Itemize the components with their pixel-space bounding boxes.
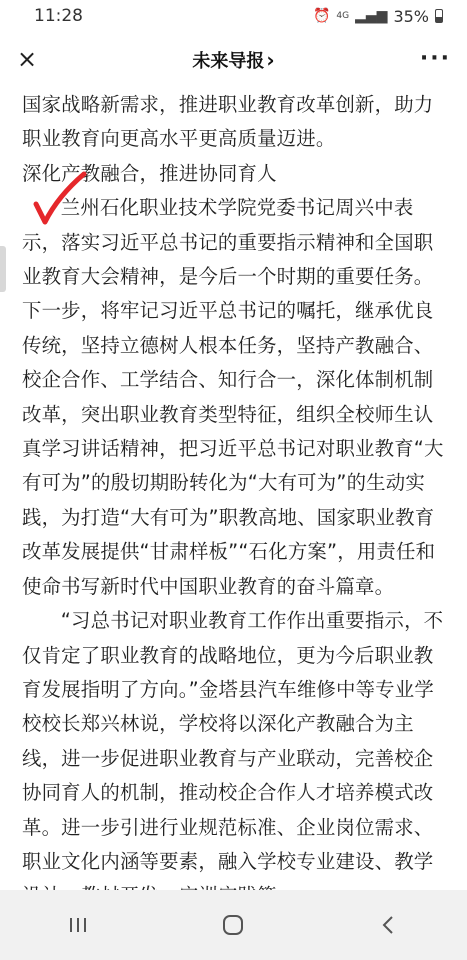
status-bar (0, 0, 467, 32)
recent-apps-button[interactable] (48, 900, 108, 950)
nav-bar (0, 32, 467, 88)
page-title: 未来导报 (192, 51, 265, 72)
chevron-right-icon: › (266, 48, 275, 72)
status-icons (313, 7, 443, 26)
status-time: 11:28 (34, 6, 83, 26)
home-button[interactable] (203, 900, 263, 950)
network-icon: 4G (336, 11, 350, 21)
alarm-icon: ⏰ (312, 8, 331, 24)
edge-panel-handle[interactable] (0, 246, 6, 292)
system-navigation-bar (0, 890, 467, 960)
recent-apps-icon (67, 914, 89, 936)
battery-percent: 35% (393, 6, 429, 26)
article-paragraph: “习总书记对职业教育工作作出重要指示，不仅肯定了职业教育的战略地位，更为今后职业教育发展指明了方向。”金塔县汽车维修中等专业学校校长郑兴林说，学校将以深化产教融合为主线，进一步促进职业教育与产业联动，完善校企协同育人的机制，推动校企合作人才培养模式改革。进一步引进行业规范标准、企业岗位需求、职业文化内涵等要素，融入学校专业建设、教学 (22, 609, 444, 873)
more-options-button[interactable] (420, 46, 451, 71)
back-button[interactable] (359, 900, 419, 950)
account-title[interactable] (192, 47, 274, 73)
article-paragraph: 兰州石化职业技术学院党委书记周兴中表示，落实习近平总书记的重要指示精神和全国职业教育大会精神，是今后一个时期的重要任务。下一步，将牢记习近平总书记的嘱托，继承优良传统，坚持立德树人根本任务，坚持产教融合、校企合作、工学结合、知行合一，深化体制机制改革，突出职业教育类型特征，组织全校师生认真学习讲话精神，把习近平总书记对职业教育“大有可为”的殷切期盼转化为“大有可为”的生动实践，为打造“大有可为”职教高地、国家职业教育改革发展提供“甘肃样板”“石化方案”，用责任和使命书写新时代中国职业教育的奋斗篇章。 (22, 196, 444, 598)
article-paragraph: 国家战略新需求，推进职业教育改革创新，助力职业教育向更高水平更高质量迈进。 (22, 93, 434, 151)
close-button[interactable] (12, 44, 42, 74)
more-icon: ··· (419, 46, 451, 71)
back-icon (378, 914, 400, 936)
section-heading: 深化产教融合，推进协同育人 (22, 161, 277, 185)
close-icon: × (16, 45, 38, 73)
article-body (0, 88, 467, 888)
home-icon (221, 913, 245, 937)
battery-icon (435, 9, 443, 23)
signal-icon: ▂▄▆ (355, 8, 388, 24)
